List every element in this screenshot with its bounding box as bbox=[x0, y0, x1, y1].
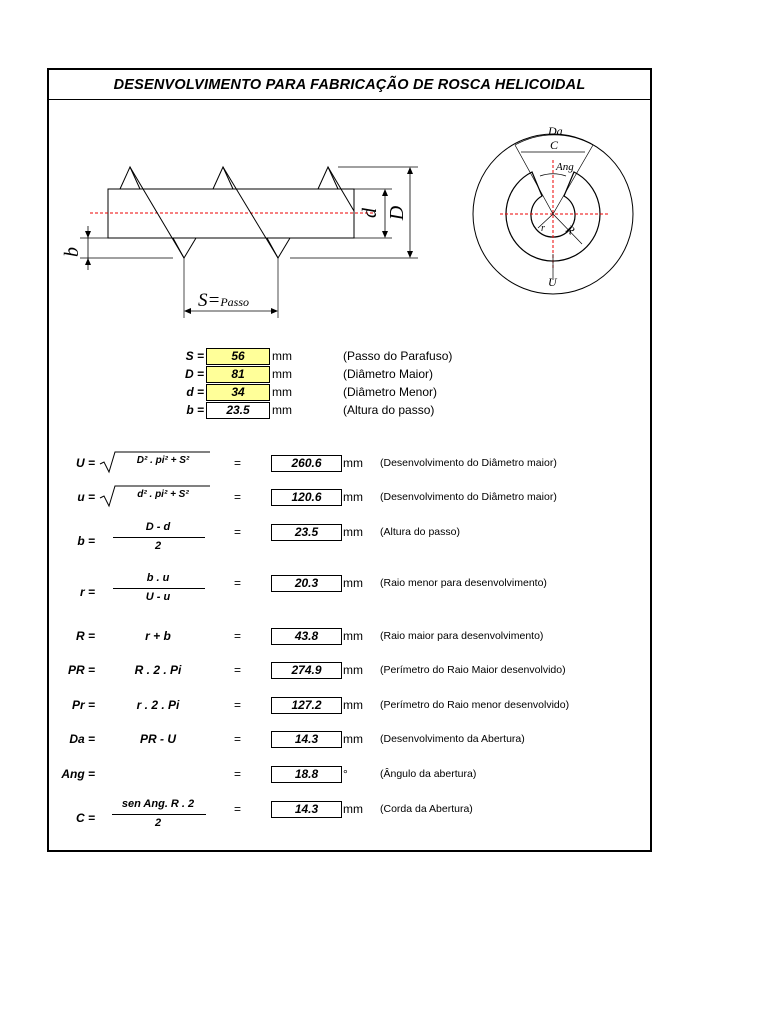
result-description: (Desenvolvimento da Abertura) bbox=[380, 733, 525, 745]
result-value-cell: 14.3 bbox=[271, 731, 342, 748]
result-unit: mm bbox=[343, 698, 363, 712]
label-R: R bbox=[563, 221, 578, 238]
result-description: (Corda da Abertura) bbox=[380, 803, 473, 815]
formula-label: PR = bbox=[67, 663, 95, 677]
label-b: b bbox=[61, 247, 83, 257]
page-title: DESENVOLVIMENTO PARA FABRICAÇÃO DE ROSCA HELICOIDAL bbox=[49, 70, 650, 100]
equals-sign: = bbox=[234, 663, 242, 677]
label-C: C bbox=[550, 138, 559, 152]
input-value-cell[interactable]: 81 bbox=[206, 366, 270, 383]
result-unit: mm bbox=[343, 732, 363, 746]
result-unit: ° bbox=[343, 767, 348, 781]
result-unit: mm bbox=[343, 525, 363, 539]
result-unit: mm bbox=[343, 456, 363, 470]
result-unit: mm bbox=[343, 490, 363, 504]
formula-label: u = bbox=[77, 490, 95, 504]
fraction-bar bbox=[112, 814, 206, 815]
formula-denominator: 2 bbox=[154, 817, 162, 829]
input-label: S = bbox=[185, 349, 204, 363]
equals-sign: = bbox=[234, 490, 242, 504]
equals-sign: = bbox=[234, 802, 242, 816]
formula-expression: d² . pi² + S² bbox=[137, 489, 189, 500]
input-value-cell[interactable]: 34 bbox=[206, 384, 270, 401]
result-value-cell: 23.5 bbox=[271, 524, 342, 541]
fraction-bar bbox=[113, 588, 205, 589]
formula-numerator: b . u bbox=[146, 572, 170, 584]
result-description: (Perímetro do Raio Maior desenvolvido) bbox=[380, 664, 566, 676]
formula-denominator: U - u bbox=[145, 591, 171, 603]
input-value-cell: 23.5 bbox=[206, 402, 270, 419]
label-Ang: Ang bbox=[556, 161, 574, 173]
result-description: (Raio menor para desenvolvimento) bbox=[380, 577, 547, 589]
result-value-cell: 43.8 bbox=[271, 628, 342, 645]
label-d: d bbox=[359, 208, 381, 218]
formula-numerator: D - d bbox=[145, 521, 171, 533]
formula-label: r = bbox=[79, 585, 95, 599]
result-description: (Perímetro do Raio menor desenvolvido) bbox=[380, 699, 570, 711]
equals-sign: = bbox=[234, 456, 242, 470]
ring-diagram bbox=[0, 0, 768, 330]
result-value-cell: 20.3 bbox=[271, 575, 342, 592]
input-value-cell[interactable]: 56 bbox=[206, 348, 270, 365]
result-description: (Altura do passo) bbox=[380, 526, 460, 538]
result-value-cell: 274.9 bbox=[271, 662, 342, 679]
label-D: D bbox=[386, 205, 408, 221]
input-label: D = bbox=[184, 367, 204, 381]
result-value-cell: 14.3 bbox=[271, 801, 342, 818]
equals-sign: = bbox=[234, 525, 242, 539]
label-S: S=Passo bbox=[198, 290, 249, 311]
formula-label: b = bbox=[77, 534, 95, 548]
result-unit: mm bbox=[343, 663, 363, 677]
input-label: d = bbox=[186, 385, 204, 399]
label-U: U bbox=[548, 275, 557, 289]
formula-label: R = bbox=[75, 629, 95, 643]
input-description: (Altura do passo) bbox=[343, 403, 435, 417]
equals-sign: = bbox=[234, 629, 242, 643]
result-description: (Raio maior para desenvolvimento) bbox=[380, 630, 544, 642]
input-label: b = bbox=[186, 403, 204, 417]
formula-label: Pr = bbox=[71, 698, 95, 712]
input-description: (Diâmetro Maior) bbox=[343, 367, 434, 381]
result-value-cell: 120.6 bbox=[271, 489, 342, 506]
formula-label: C = bbox=[75, 811, 95, 825]
result-description: (Desenvolvimento do Diâmetro maior) bbox=[380, 457, 557, 469]
formula-numerator: sen Ang. R . 2 bbox=[121, 798, 195, 810]
input-description: (Diâmetro Menor) bbox=[343, 385, 438, 399]
formula-expression: r + b bbox=[145, 629, 171, 643]
result-unit: mm bbox=[343, 802, 363, 816]
result-value-cell: 127.2 bbox=[271, 697, 342, 714]
equals-sign: = bbox=[234, 732, 242, 746]
equals-sign: = bbox=[234, 576, 242, 590]
fraction-bar bbox=[113, 537, 205, 538]
input-unit: mm bbox=[272, 403, 292, 417]
label-r: r bbox=[541, 223, 545, 234]
equals-sign: = bbox=[234, 767, 242, 781]
result-value-cell: 18.8 bbox=[271, 766, 342, 783]
result-unit: mm bbox=[343, 629, 363, 643]
equals-sign: = bbox=[234, 698, 242, 712]
label-Da: Da bbox=[548, 124, 563, 138]
result-value-cell: 260.6 bbox=[271, 455, 342, 472]
input-description: (Passo do Parafuso) bbox=[343, 349, 453, 363]
formula-expression: R . 2 . Pi bbox=[134, 663, 182, 677]
formula-expression: D² . pi² + S² bbox=[136, 455, 190, 466]
formula-expression: r . 2 . Pi bbox=[136, 698, 180, 712]
formula-denominator: 2 bbox=[154, 540, 162, 552]
formula-label: U = bbox=[75, 456, 95, 470]
formula-expression: PR - U bbox=[140, 732, 176, 746]
input-unit: mm bbox=[272, 367, 292, 381]
formula-label: Ang = bbox=[61, 767, 95, 781]
result-description: (Desenvolvimento do Diâmetro maior) bbox=[380, 491, 557, 503]
result-unit: mm bbox=[343, 576, 363, 590]
result-description: (Ângulo da abertura) bbox=[380, 768, 477, 780]
input-unit: mm bbox=[272, 349, 292, 363]
formula-label: Da = bbox=[69, 732, 95, 746]
input-unit: mm bbox=[272, 385, 292, 399]
